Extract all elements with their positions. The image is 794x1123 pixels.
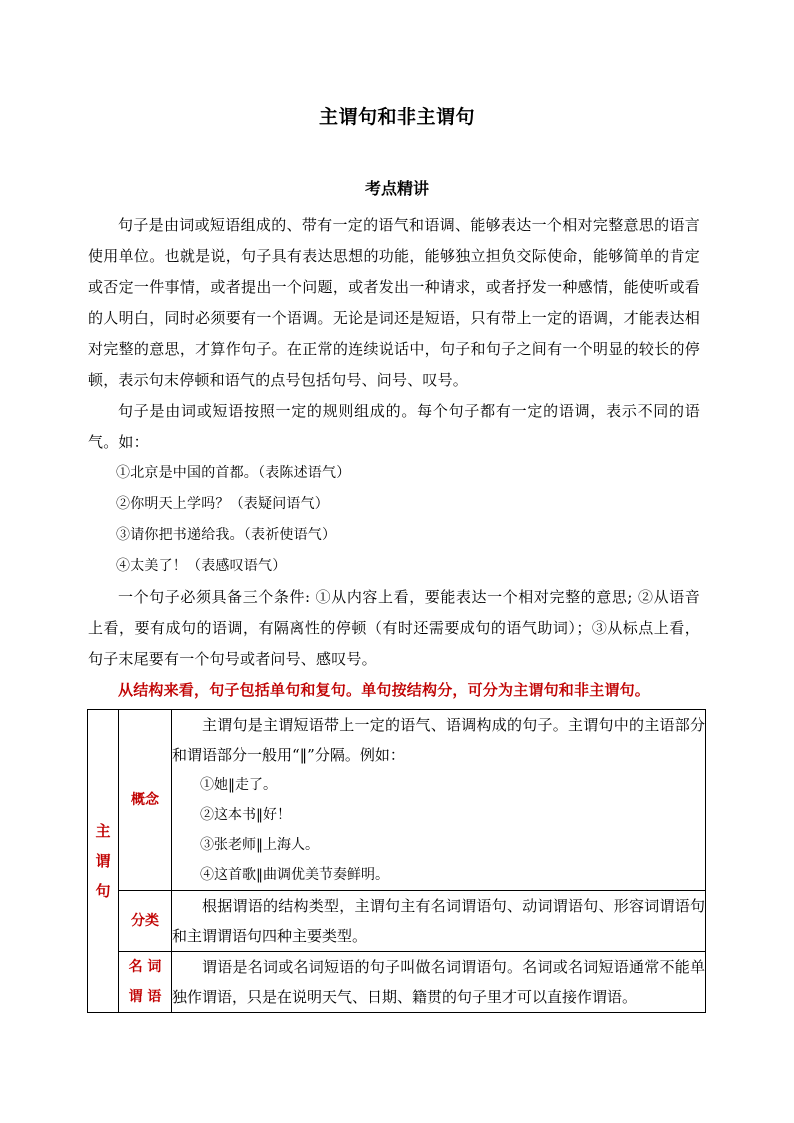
subject-predicate-table <box>87 709 706 1013</box>
example-2: ②你明天上学吗？（表疑问语气） <box>116 496 329 512</box>
example-3: ③请你把书递给我。（表祈使语气） <box>116 527 337 543</box>
concept-content <box>172 710 706 891</box>
table-row-noun-predicate <box>88 952 706 1013</box>
main-label-cell <box>88 710 119 1013</box>
concept-example-4: ④这首歌‖曲调优美节奏鲜明。 <box>200 867 389 883</box>
body-text <box>88 210 700 706</box>
concept-label: 概念 <box>119 710 172 891</box>
paragraph-structure-highlight: 从结构来看，句子包括单句和复句。单句按结构分，可分为主谓句和非主谓句。 <box>118 681 651 699</box>
paragraph-intonation: 句子是由词或短语按照一定的规则组成的。每个句子都有一定的语调，表示不同的语气。如： <box>88 402 700 451</box>
main-label-char: 谓 <box>95 852 111 870</box>
classification-text: 根据谓语的结构类型，主谓句主有名词谓语句、动词谓语句、形容词谓语句和主谓谓语句四种主要类型。 <box>172 897 705 945</box>
example-1: ①北京是中国的首都。（表陈述语气） <box>116 465 351 481</box>
noun-predicate-text: 谓语是名词或名词短语的句子叫做名词谓语句。名词或名词短语通常不能单独作谓语，只是在说明天气、日期、籍贯的句子里才可以直接作谓语。 <box>172 958 705 1006</box>
main-label-char: 句 <box>95 882 111 900</box>
noun-predicate-label-line: 谓 语 <box>128 989 162 1005</box>
concept-example-2: ②这本书‖好！ <box>200 807 291 823</box>
classification-content <box>172 891 706 952</box>
classification-label: 分类 <box>119 891 172 952</box>
noun-predicate-label <box>119 952 172 1013</box>
concept-example-1: ①她‖走了。 <box>200 777 277 793</box>
section-heading: 考点精讲 <box>364 179 429 198</box>
example-4: ④太美了！（表感叹语气） <box>116 558 287 574</box>
main-label-char: 主 <box>95 822 111 840</box>
concept-text: 主谓句是主谓短语带上一定的语气、语调构成的句子。主谓句中的主语部分和谓语部分一般用“‖”分隔。例如： <box>172 716 705 764</box>
paragraph-definition: 句子是由词或短语组成的、带有一定的语气和语调、能够表达一个相对完整意思的语言使用单位。也就是说，句子具有表达思想的功能，能够独立担负交际使命，能够简单的肯定或否定一件事情，或者提出一个问题，或者发出一种请求，或者抒发一种感情，能使听或看的人明白，同时必须要有一个语调。无论是词还是短语，只有带上一定的语调，才能表达相对完整的意思，才算作句子。在正常的连续说话中，句子和句子之间有一个明显的较长的停顿，表示句末停顿和语气的点号包括句号、问号、叹号。 <box>88 216 700 389</box>
noun-predicate-content <box>172 952 706 1013</box>
page-title: 主谓句和非主谓句 <box>318 106 475 128</box>
concept-example-3: ③张老师‖上海人。 <box>200 837 319 853</box>
table-row-classification <box>88 891 706 952</box>
table-row-concept <box>88 710 706 891</box>
noun-predicate-label-line: 名 词 <box>128 959 162 975</box>
paragraph-conditions: 一个句子必须具备三个条件: ①从内容上看，要能表达一个相对完整的意思; ②从语音上看，要有成句的语调，有隔离性的停顿（有时还需要成句的语气助词）；③从标点上看，句子末尾要有一个句号或者问号、感叹号。 <box>88 588 700 668</box>
